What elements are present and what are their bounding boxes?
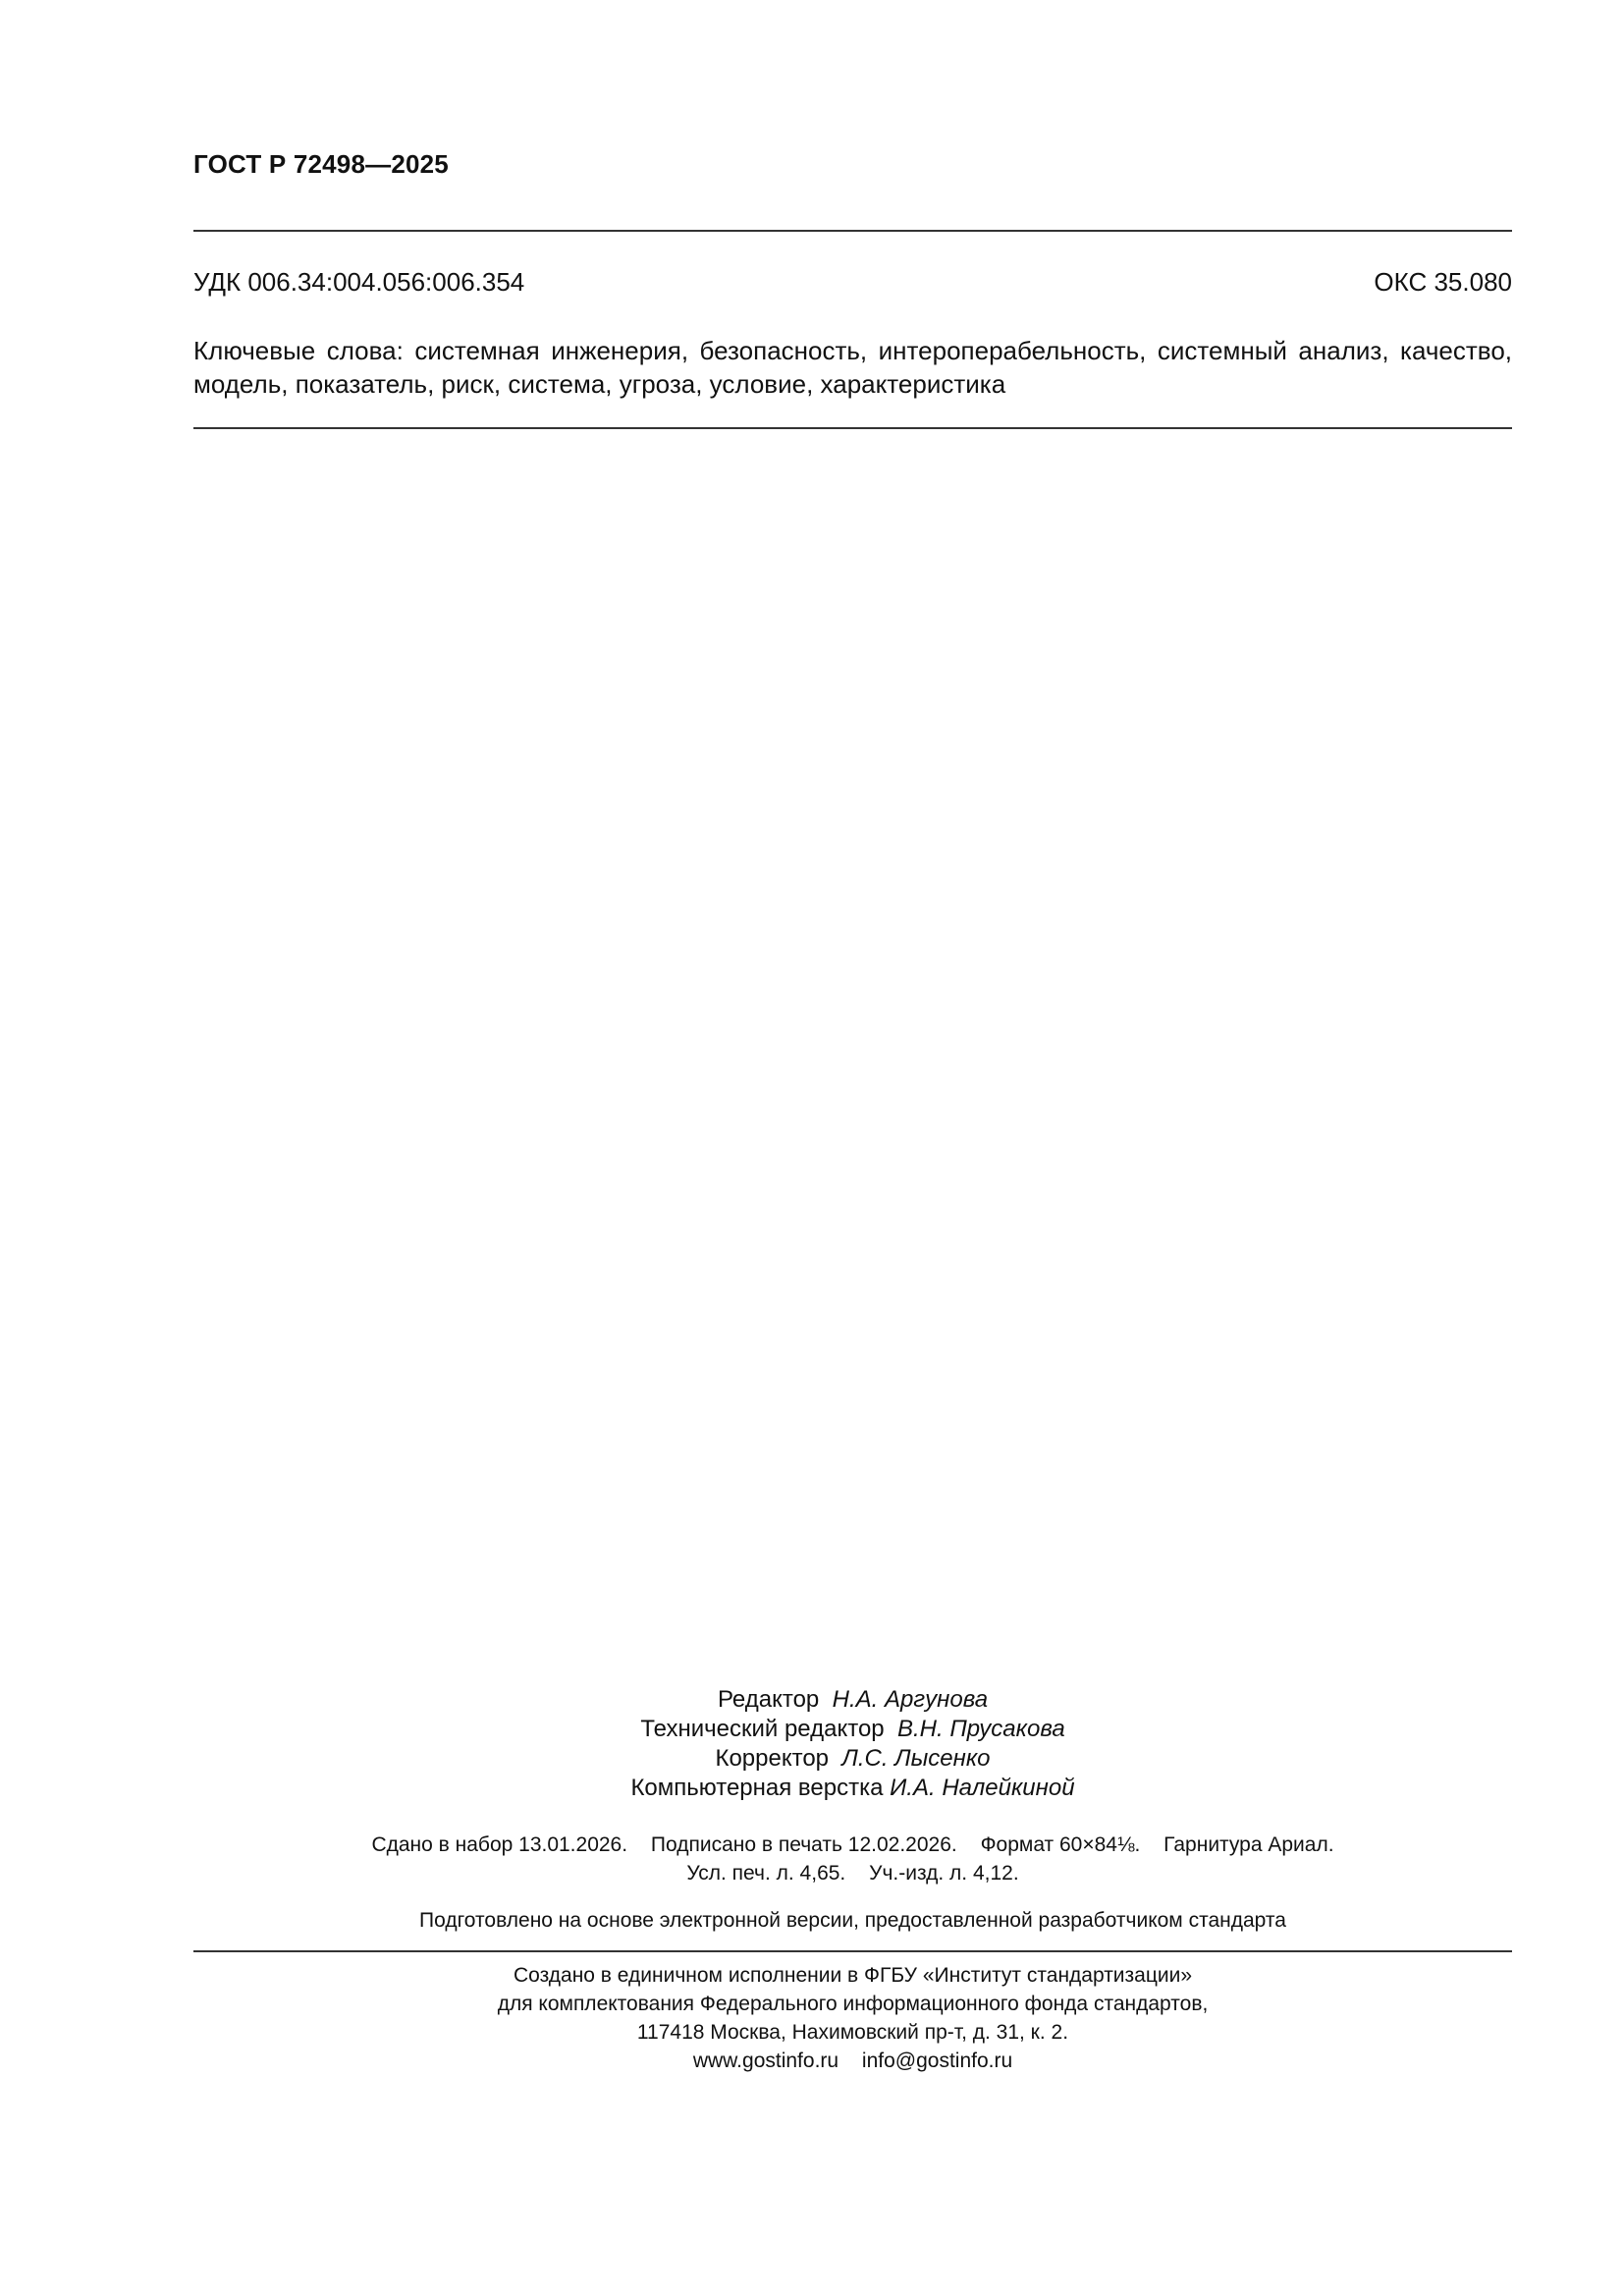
oks-code: ОКС 35.080 bbox=[1374, 267, 1512, 297]
credits-block bbox=[193, 1685, 1512, 1803]
publisher-line-1: Создано в единичном исполнении в ФГБУ «Институт стандартизации» bbox=[513, 1964, 1193, 1987]
corrector-role: Корректор bbox=[715, 1745, 830, 1772]
document-title: ГОСТ Р 72498—2025 bbox=[193, 149, 449, 179]
corrector-name: Л.С. Лысенко bbox=[841, 1745, 991, 1772]
paper-format: Формат 60×84⅛. bbox=[980, 1833, 1141, 1856]
top-divider bbox=[193, 230, 1512, 232]
print-info-block bbox=[193, 1831, 1512, 1887]
udk-code: УДК 006.34:004.056:006.354 bbox=[193, 267, 525, 297]
keywords-divider bbox=[193, 427, 1512, 429]
publisher-sheets: Уч.-изд. л. 4,12. bbox=[869, 1862, 1019, 1885]
publisher-block bbox=[193, 1961, 1512, 2075]
typeface: Гарнитура Ариал. bbox=[1163, 1833, 1334, 1856]
editor-line bbox=[193, 1685, 1512, 1715]
editor-role: Редактор bbox=[717, 1686, 820, 1713]
tech-editor-role: Технический редактор bbox=[640, 1716, 885, 1742]
tech-editor-line bbox=[193, 1715, 1512, 1744]
submitted-date: Сдано в набор 13.01.2026. bbox=[371, 1833, 628, 1856]
website-link[interactable]: www.gostinfo.ru bbox=[692, 2050, 839, 2072]
corrector-line bbox=[193, 1744, 1512, 1774]
print-sheets: Усл. печ. л. 4,65. bbox=[686, 1862, 846, 1885]
publisher-contacts bbox=[193, 2047, 1512, 2075]
publisher-line-2: для комплектования Федерального информационного фонда стандартов, bbox=[497, 1993, 1209, 2015]
keywords-paragraph: Ключевые слова: системная инженерия, безопасность, интероперабельность, системный анализ, качество, модель, показатель, риск, система, угроза, условие, характеристика bbox=[193, 336, 1512, 399]
layout-line bbox=[193, 1774, 1512, 1803]
signed-date: Подписано в печать 12.02.2026. bbox=[650, 1833, 957, 1856]
prepared-note: Подготовлено на основе электронной версии, предоставленной разработчиком стандарта bbox=[419, 1909, 1286, 1932]
print-info-line-1 bbox=[193, 1831, 1512, 1859]
tech-editor-name: В.Н. Прусакова bbox=[897, 1716, 1065, 1742]
layout-name: И.А. Налейкиной bbox=[890, 1775, 1075, 1801]
layout-role: Компьютерная верстка bbox=[630, 1775, 884, 1801]
publisher-address: 117418 Москва, Нахимовский пр-т, д. 31, к. 2. bbox=[636, 2021, 1069, 2044]
editor-name: Н.А. Аргунова bbox=[832, 1686, 989, 1713]
footer-divider bbox=[193, 1950, 1512, 1952]
email-link[interactable]: info@gostinfo.ru bbox=[861, 2050, 1013, 2072]
print-info-line-2 bbox=[193, 1859, 1512, 1887]
